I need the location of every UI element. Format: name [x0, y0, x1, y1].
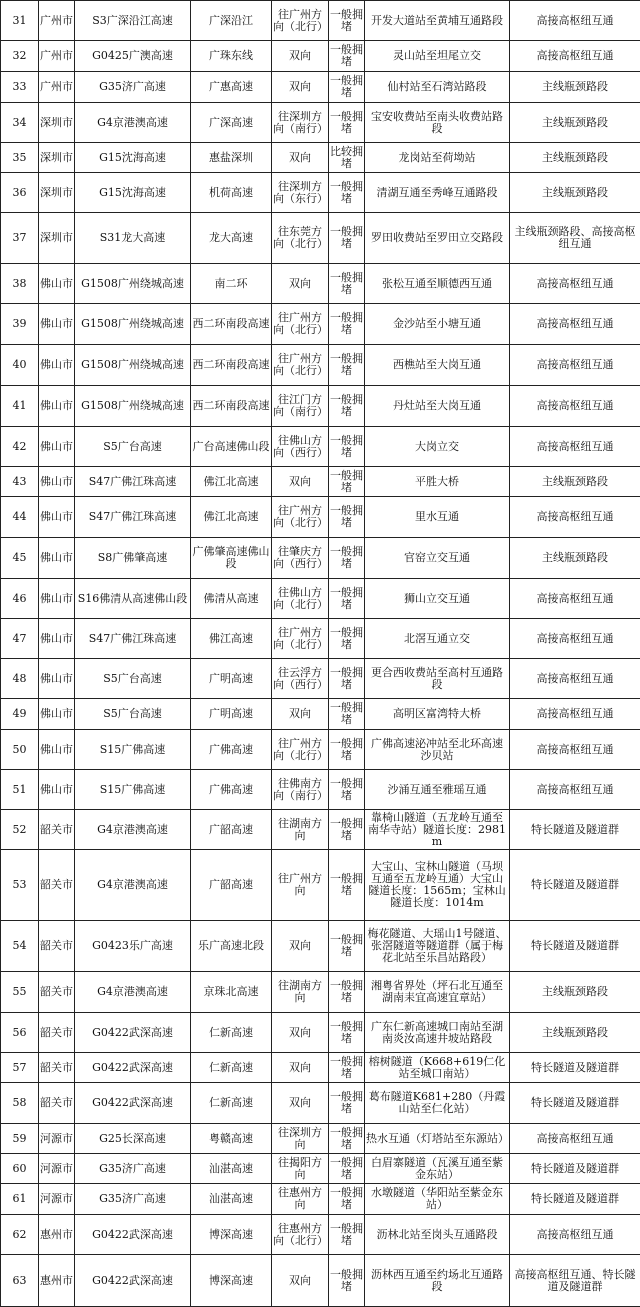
- highway-cell: G0422武深高速: [75, 1053, 191, 1083]
- table-row: [1, 304, 640, 345]
- congestion-level-cell: 一般拥堵: [329, 699, 365, 730]
- section-cell: 西二环南段高速: [191, 304, 272, 345]
- row-number-cell: 50: [1, 730, 39, 770]
- table-row: [1, 1013, 640, 1053]
- city-cell: 佛山市: [39, 699, 75, 730]
- highway-cell: G35济广高速: [75, 1184, 191, 1215]
- row-number-cell: 36: [1, 173, 39, 213]
- row-number-cell: 38: [1, 264, 39, 304]
- location-cell: 宝安收费站至南头收费站路段: [365, 103, 510, 143]
- city-cell: 佛山市: [39, 497, 75, 538]
- direction-cell: 往佛山方向（西行）: [272, 427, 329, 467]
- location-cell: 沙涌互通至雅瑶互通: [365, 770, 510, 810]
- direction-cell: 往云浮方向（西行）: [272, 659, 329, 699]
- congestion-level-cell: 一般拥堵: [329, 173, 365, 213]
- congestion-level-cell: 一般拥堵: [329, 1215, 365, 1255]
- direction-cell: 往惠州方向（北行）: [272, 1215, 329, 1255]
- row-number-cell: 45: [1, 538, 39, 579]
- row-number-cell: 52: [1, 810, 39, 850]
- direction-cell: 双向: [272, 41, 329, 72]
- type-cell: 主线瓶颈路段: [510, 103, 640, 143]
- table-row: [1, 619, 640, 659]
- type-cell: 特长隧道及隧道群: [510, 810, 640, 850]
- city-cell: 韶关市: [39, 1013, 75, 1053]
- section-cell: 广台高速佛山段: [191, 427, 272, 467]
- table-row: [1, 173, 640, 213]
- location-cell: 龙岗站至荷坳站: [365, 143, 510, 173]
- city-cell: 佛山市: [39, 538, 75, 579]
- highway-cell: S47广佛江珠高速: [75, 619, 191, 659]
- congestion-level-cell: 一般拥堵: [329, 467, 365, 497]
- section-cell: 博深高速: [191, 1215, 272, 1255]
- congestion-level-cell: 一般拥堵: [329, 730, 365, 770]
- city-cell: 韶关市: [39, 850, 75, 921]
- highway-cell: S3广深沿江高速: [75, 1, 191, 41]
- type-cell: 高接高枢纽互通、特长隧道及隧道群: [510, 1255, 640, 1307]
- location-cell: 广东仁新高速城口南站至湖南炎汝高速井坡站路段: [365, 1013, 510, 1053]
- city-cell: 佛山市: [39, 659, 75, 699]
- type-cell: 高接高枢纽互通: [510, 659, 640, 699]
- highway-cell: G4京港澳高速: [75, 850, 191, 921]
- section-cell: 惠盐深圳: [191, 143, 272, 173]
- city-cell: 韶关市: [39, 1083, 75, 1124]
- section-cell: 广深高速: [191, 103, 272, 143]
- congestion-level-cell: 一般拥堵: [329, 619, 365, 659]
- row-number-cell: 53: [1, 850, 39, 921]
- type-cell: 高接高枢纽互通: [510, 579, 640, 619]
- city-cell: 佛山市: [39, 770, 75, 810]
- type-cell: 高接高枢纽互通: [510, 345, 640, 386]
- direction-cell: 双向: [272, 1255, 329, 1307]
- section-cell: 广佛高速: [191, 730, 272, 770]
- row-number-cell: 63: [1, 1255, 39, 1307]
- row-number-cell: 58: [1, 1083, 39, 1124]
- row-number-cell: 56: [1, 1013, 39, 1053]
- direction-cell: 双向: [272, 72, 329, 103]
- highway-cell: G0425广澳高速: [75, 41, 191, 72]
- section-cell: 佛江北高速: [191, 497, 272, 538]
- section-cell: 京珠北高速: [191, 972, 272, 1013]
- location-cell: 罗田收费站至罗田立交路段: [365, 213, 510, 264]
- location-cell: 热水互通（灯塔站至东源站）: [365, 1124, 510, 1154]
- location-cell: 大宝山、宝林山隧道（马坝互通至五龙岭互通）大宝山隧道长度：1565m；宝林山隧道长度：1014m: [365, 850, 510, 921]
- location-cell: 北滘互通立交: [365, 619, 510, 659]
- highway-cell: G0422武深高速: [75, 1255, 191, 1307]
- congestion-level-cell: 一般拥堵: [329, 497, 365, 538]
- table-row: [1, 1215, 640, 1255]
- row-number-cell: 47: [1, 619, 39, 659]
- direction-cell: 往佛南方向（南行）: [272, 770, 329, 810]
- direction-cell: 往广州方向: [272, 850, 329, 921]
- congestion-level-cell: 一般拥堵: [329, 1184, 365, 1215]
- type-cell: 主线瓶颈路段: [510, 972, 640, 1013]
- direction-cell: 往深圳方向（南行）: [272, 103, 329, 143]
- city-cell: 深圳市: [39, 213, 75, 264]
- direction-cell: 双向: [272, 143, 329, 173]
- section-cell: 博深高速: [191, 1255, 272, 1307]
- direction-cell: 往惠州方向: [272, 1184, 329, 1215]
- row-number-cell: 49: [1, 699, 39, 730]
- congestion-level-cell: 一般拥堵: [329, 1013, 365, 1053]
- type-cell: 高接高枢纽互通: [510, 1, 640, 41]
- city-cell: 深圳市: [39, 173, 75, 213]
- direction-cell: 往湖南方向: [272, 972, 329, 1013]
- highway-cell: S8广佛肇高速: [75, 538, 191, 579]
- table-row: [1, 770, 640, 810]
- table-row: [1, 1, 640, 41]
- section-cell: 广明高速: [191, 699, 272, 730]
- direction-cell: 往广州方向（北行）: [272, 730, 329, 770]
- row-number-cell: 44: [1, 497, 39, 538]
- type-cell: 高接高枢纽互通: [510, 1215, 640, 1255]
- row-number-cell: 42: [1, 427, 39, 467]
- section-cell: 仁新高速: [191, 1053, 272, 1083]
- table-row: [1, 41, 640, 72]
- highway-cell: G0423乐广高速: [75, 921, 191, 972]
- congestion-level-cell: 一般拥堵: [329, 1, 365, 41]
- highway-cell: S47广佛江珠高速: [75, 497, 191, 538]
- table-body: [1, 1, 640, 1307]
- row-number-cell: 39: [1, 304, 39, 345]
- location-cell: 沥林西互通至约场北互通路段: [365, 1255, 510, 1307]
- table-row: [1, 427, 640, 467]
- highway-cell: G35济广高速: [75, 1154, 191, 1184]
- highway-cell: G4京港澳高速: [75, 103, 191, 143]
- type-cell: 主线瓶颈路段: [510, 143, 640, 173]
- location-cell: 狮山立交互通: [365, 579, 510, 619]
- direction-cell: 双向: [272, 699, 329, 730]
- city-cell: 深圳市: [39, 103, 75, 143]
- section-cell: 佛清从高速: [191, 579, 272, 619]
- highway-cell: S16佛清从高速佛山段: [75, 579, 191, 619]
- direction-cell: 往深圳方向: [272, 1124, 329, 1154]
- row-number-cell: 32: [1, 41, 39, 72]
- direction-cell: 往东莞方向（北行）: [272, 213, 329, 264]
- section-cell: 广惠高速: [191, 72, 272, 103]
- direction-cell: 双向: [272, 1083, 329, 1124]
- city-cell: 佛山市: [39, 386, 75, 427]
- congestion-level-cell: 一般拥堵: [329, 1053, 365, 1083]
- type-cell: 主线瓶颈路段: [510, 173, 640, 213]
- direction-cell: 往湖南方向: [272, 810, 329, 850]
- location-cell: 西樵站至大岗互通: [365, 345, 510, 386]
- table-row: [1, 730, 640, 770]
- table-row: [1, 972, 640, 1013]
- type-cell: 高接高枢纽互通: [510, 699, 640, 730]
- table-row: [1, 497, 640, 538]
- direction-cell: 双向: [272, 921, 329, 972]
- section-cell: 机荷高速: [191, 173, 272, 213]
- location-cell: 榕树隧道（K668+619仁化站至城口南站）: [365, 1053, 510, 1083]
- section-cell: 乐广高速北段: [191, 921, 272, 972]
- highway-cell: G1508广州绕城高速: [75, 386, 191, 427]
- location-cell: 灵山站至坦尾立交: [365, 41, 510, 72]
- table-row: [1, 538, 640, 579]
- row-number-cell: 57: [1, 1053, 39, 1083]
- congestion-level-cell: 一般拥堵: [329, 972, 365, 1013]
- city-cell: 佛山市: [39, 427, 75, 467]
- row-number-cell: 46: [1, 579, 39, 619]
- congestion-level-cell: 一般拥堵: [329, 579, 365, 619]
- direction-cell: 往揭阳方向: [272, 1154, 329, 1184]
- type-cell: 高接高枢纽互通: [510, 304, 640, 345]
- city-cell: 佛山市: [39, 304, 75, 345]
- row-number-cell: 37: [1, 213, 39, 264]
- row-number-cell: 43: [1, 467, 39, 497]
- congestion-level-cell: 一般拥堵: [329, 103, 365, 143]
- highway-cell: G35济广高速: [75, 72, 191, 103]
- highway-cell: G4京港澳高速: [75, 810, 191, 850]
- section-cell: 佛江高速: [191, 619, 272, 659]
- city-cell: 韶关市: [39, 921, 75, 972]
- section-cell: 龙大高速: [191, 213, 272, 264]
- congestion-level-cell: 一般拥堵: [329, 345, 365, 386]
- city-cell: 河源市: [39, 1154, 75, 1184]
- section-cell: 西二环南段高速: [191, 345, 272, 386]
- location-cell: 水墩隧道（华阳站至紫金东站）: [365, 1184, 510, 1215]
- location-cell: 仙村站至石湾站路段: [365, 72, 510, 103]
- congestion-level-cell: 一般拥堵: [329, 1154, 365, 1184]
- highway-cell: G25长深高速: [75, 1124, 191, 1154]
- table-row: [1, 1255, 640, 1307]
- congestion-level-cell: 一般拥堵: [329, 538, 365, 579]
- congestion-level-cell: 一般拥堵: [329, 427, 365, 467]
- city-cell: 广州市: [39, 1, 75, 41]
- location-cell: 丹灶站至大岗互通: [365, 386, 510, 427]
- section-cell: 广佛肇高速佛山段: [191, 538, 272, 579]
- table-row: [1, 467, 640, 497]
- location-cell: 里水互通: [365, 497, 510, 538]
- type-cell: 特长隧道及隧道群: [510, 1053, 640, 1083]
- highway-cell: G1508广州绕城高速: [75, 345, 191, 386]
- city-cell: 惠州市: [39, 1215, 75, 1255]
- section-cell: 粤赣高速: [191, 1124, 272, 1154]
- congestion-level-cell: 一般拥堵: [329, 770, 365, 810]
- table-row: [1, 143, 640, 173]
- type-cell: 特长隧道及隧道群: [510, 921, 640, 972]
- row-number-cell: 33: [1, 72, 39, 103]
- section-cell: 广韶高速: [191, 810, 272, 850]
- congestion-level-cell: 一般拥堵: [329, 41, 365, 72]
- highway-cell: G1508广州绕城高速: [75, 304, 191, 345]
- type-cell: 特长隧道及隧道群: [510, 1083, 640, 1124]
- highway-cell: S15广佛高速: [75, 770, 191, 810]
- table-row: [1, 264, 640, 304]
- highway-cell: G1508广州绕城高速: [75, 264, 191, 304]
- congestion-level-cell: 一般拥堵: [329, 850, 365, 921]
- congestion-level-cell: 一般拥堵: [329, 659, 365, 699]
- location-cell: 更合西收费站至高村互通路段: [365, 659, 510, 699]
- table-row: [1, 1083, 640, 1124]
- location-cell: 大岗立交: [365, 427, 510, 467]
- congestion-level-cell: 一般拥堵: [329, 810, 365, 850]
- row-number-cell: 34: [1, 103, 39, 143]
- highway-cell: G0422武深高速: [75, 1013, 191, 1053]
- location-cell: 梅花隧道、大瑶山1号隧道、张滘隧道等隧道群（属于梅花北站至乐昌站路段）: [365, 921, 510, 972]
- direction-cell: 双向: [272, 264, 329, 304]
- section-cell: 仁新高速: [191, 1013, 272, 1053]
- row-number-cell: 51: [1, 770, 39, 810]
- city-cell: 韶关市: [39, 1053, 75, 1083]
- table-row: [1, 1154, 640, 1184]
- location-cell: 湘粤省界处（坪石北互通至湖南耒宜高速宜章站）: [365, 972, 510, 1013]
- type-cell: 特长隧道及隧道群: [510, 1154, 640, 1184]
- table-row: [1, 1124, 640, 1154]
- table-row: [1, 103, 640, 143]
- row-number-cell: 55: [1, 972, 39, 1013]
- city-cell: 广州市: [39, 41, 75, 72]
- section-cell: 广深沿江: [191, 1, 272, 41]
- row-number-cell: 35: [1, 143, 39, 173]
- row-number-cell: 54: [1, 921, 39, 972]
- location-cell: 平胜大桥: [365, 467, 510, 497]
- congestion-level-cell: 一般拥堵: [329, 213, 365, 264]
- highway-cell: G0422武深高速: [75, 1215, 191, 1255]
- direction-cell: 往深圳方向（东行）: [272, 173, 329, 213]
- city-cell: 佛山市: [39, 579, 75, 619]
- location-cell: 广佛高速泌冲站至北环高速沙贝站: [365, 730, 510, 770]
- type-cell: 高接高枢纽互通: [510, 386, 640, 427]
- direction-cell: 往佛山方向（北行）: [272, 579, 329, 619]
- section-cell: 汕湛高速: [191, 1184, 272, 1215]
- highway-cell: G0422武深高速: [75, 1083, 191, 1124]
- type-cell: 主线瓶颈路段: [510, 1013, 640, 1053]
- location-cell: 开发大道站至黄埔互通路段: [365, 1, 510, 41]
- type-cell: 高接高枢纽互通: [510, 619, 640, 659]
- table-row: [1, 72, 640, 103]
- type-cell: 高接高枢纽互通: [510, 497, 640, 538]
- table-row: [1, 659, 640, 699]
- location-cell: 高明区富湾特大桥: [365, 699, 510, 730]
- direction-cell: 双向: [272, 1013, 329, 1053]
- location-cell: 沥林北站至岗头互通路段: [365, 1215, 510, 1255]
- section-cell: 广韶高速: [191, 850, 272, 921]
- direction-cell: 往广州方向（北行）: [272, 1, 329, 41]
- row-number-cell: 40: [1, 345, 39, 386]
- direction-cell: 往江门方向（南行）: [272, 386, 329, 427]
- section-cell: 广珠东线: [191, 41, 272, 72]
- highway-cell: S5广台高速: [75, 427, 191, 467]
- location-cell: 清湖互通至秀峰互通路段: [365, 173, 510, 213]
- highway-cell: G15沈海高速: [75, 143, 191, 173]
- congestion-level-cell: 比较拥堵: [329, 143, 365, 173]
- table-row: [1, 810, 640, 850]
- city-cell: 河源市: [39, 1184, 75, 1215]
- table-row: [1, 1184, 640, 1215]
- row-number-cell: 31: [1, 1, 39, 41]
- highway-cell: S31龙大高速: [75, 213, 191, 264]
- location-cell: 张松互通至顺德西互通: [365, 264, 510, 304]
- direction-cell: 往广州方向（北行）: [272, 497, 329, 538]
- table-row: [1, 699, 640, 730]
- city-cell: 佛山市: [39, 345, 75, 386]
- row-number-cell: 60: [1, 1154, 39, 1184]
- direction-cell: 往广州方向（北行）: [272, 619, 329, 659]
- type-cell: 主线瓶颈路段、高接高枢纽互通: [510, 213, 640, 264]
- section-cell: 西二环南段高速: [191, 386, 272, 427]
- highway-cell: S47广佛江珠高速: [75, 467, 191, 497]
- section-cell: 佛江北高速: [191, 467, 272, 497]
- row-number-cell: 59: [1, 1124, 39, 1154]
- city-cell: 佛山市: [39, 467, 75, 497]
- congestion-level-cell: 一般拥堵: [329, 304, 365, 345]
- type-cell: 高接高枢纽互通: [510, 1124, 640, 1154]
- table-row: [1, 579, 640, 619]
- city-cell: 佛山市: [39, 730, 75, 770]
- city-cell: 惠州市: [39, 1255, 75, 1307]
- type-cell: 特长隧道及隧道群: [510, 850, 640, 921]
- direction-cell: 往广州方向（北行）: [272, 345, 329, 386]
- location-cell: 金沙站至小塘互通: [365, 304, 510, 345]
- section-cell: 南二环: [191, 264, 272, 304]
- highway-cell: G15沈海高速: [75, 173, 191, 213]
- direction-cell: 往肇庆方向（西行）: [272, 538, 329, 579]
- city-cell: 佛山市: [39, 264, 75, 304]
- location-cell: 白眉寨隧道（瓦溪互通至紫金东站）: [365, 1154, 510, 1184]
- congestion-level-cell: 一般拥堵: [329, 921, 365, 972]
- type-cell: 高接高枢纽互通: [510, 41, 640, 72]
- congestion-level-cell: 一般拥堵: [329, 1083, 365, 1124]
- type-cell: 高接高枢纽互通: [510, 264, 640, 304]
- congestion-level-cell: 一般拥堵: [329, 1255, 365, 1307]
- type-cell: 高接高枢纽互通: [510, 427, 640, 467]
- type-cell: 主线瓶颈路段: [510, 467, 640, 497]
- congestion-level-cell: 一般拥堵: [329, 264, 365, 304]
- type-cell: 高接高枢纽互通: [510, 730, 640, 770]
- city-cell: 佛山市: [39, 619, 75, 659]
- type-cell: 主线瓶颈路段: [510, 72, 640, 103]
- direction-cell: 往广州方向（北行）: [272, 304, 329, 345]
- city-cell: 河源市: [39, 1124, 75, 1154]
- congestion-level-cell: 一般拥堵: [329, 72, 365, 103]
- city-cell: 韶关市: [39, 810, 75, 850]
- location-cell: 靠椅山隧道（五龙岭互通至南华寺站）隧道长度：2981m: [365, 810, 510, 850]
- type-cell: 主线瓶颈路段: [510, 538, 640, 579]
- highway-cell: G4京港澳高速: [75, 972, 191, 1013]
- table-row: [1, 213, 640, 264]
- highway-cell: S5广台高速: [75, 699, 191, 730]
- section-cell: 汕湛高速: [191, 1154, 272, 1184]
- type-cell: 高接高枢纽互通: [510, 770, 640, 810]
- location-cell: 官窑立交互通: [365, 538, 510, 579]
- table-row: [1, 1053, 640, 1083]
- city-cell: 广州市: [39, 72, 75, 103]
- section-cell: 广明高速: [191, 659, 272, 699]
- location-cell: 葛布隧道K681+280（丹霞山站至仁化站）: [365, 1083, 510, 1124]
- city-cell: 深圳市: [39, 143, 75, 173]
- direction-cell: 双向: [272, 1053, 329, 1083]
- row-number-cell: 61: [1, 1184, 39, 1215]
- section-cell: 仁新高速: [191, 1083, 272, 1124]
- table-row: [1, 850, 640, 921]
- city-cell: 韶关市: [39, 972, 75, 1013]
- table-row: [1, 345, 640, 386]
- table-row: [1, 386, 640, 427]
- row-number-cell: 62: [1, 1215, 39, 1255]
- highway-cell: S15广佛高速: [75, 730, 191, 770]
- congestion-level-cell: 一般拥堵: [329, 386, 365, 427]
- section-cell: 广佛高速: [191, 770, 272, 810]
- row-number-cell: 41: [1, 386, 39, 427]
- table-row: [1, 921, 640, 972]
- direction-cell: 双向: [272, 467, 329, 497]
- highway-cell: S5广台高速: [75, 659, 191, 699]
- row-number-cell: 48: [1, 659, 39, 699]
- type-cell: 特长隧道及隧道群: [510, 1184, 640, 1215]
- congestion-level-cell: 一般拥堵: [329, 1124, 365, 1154]
